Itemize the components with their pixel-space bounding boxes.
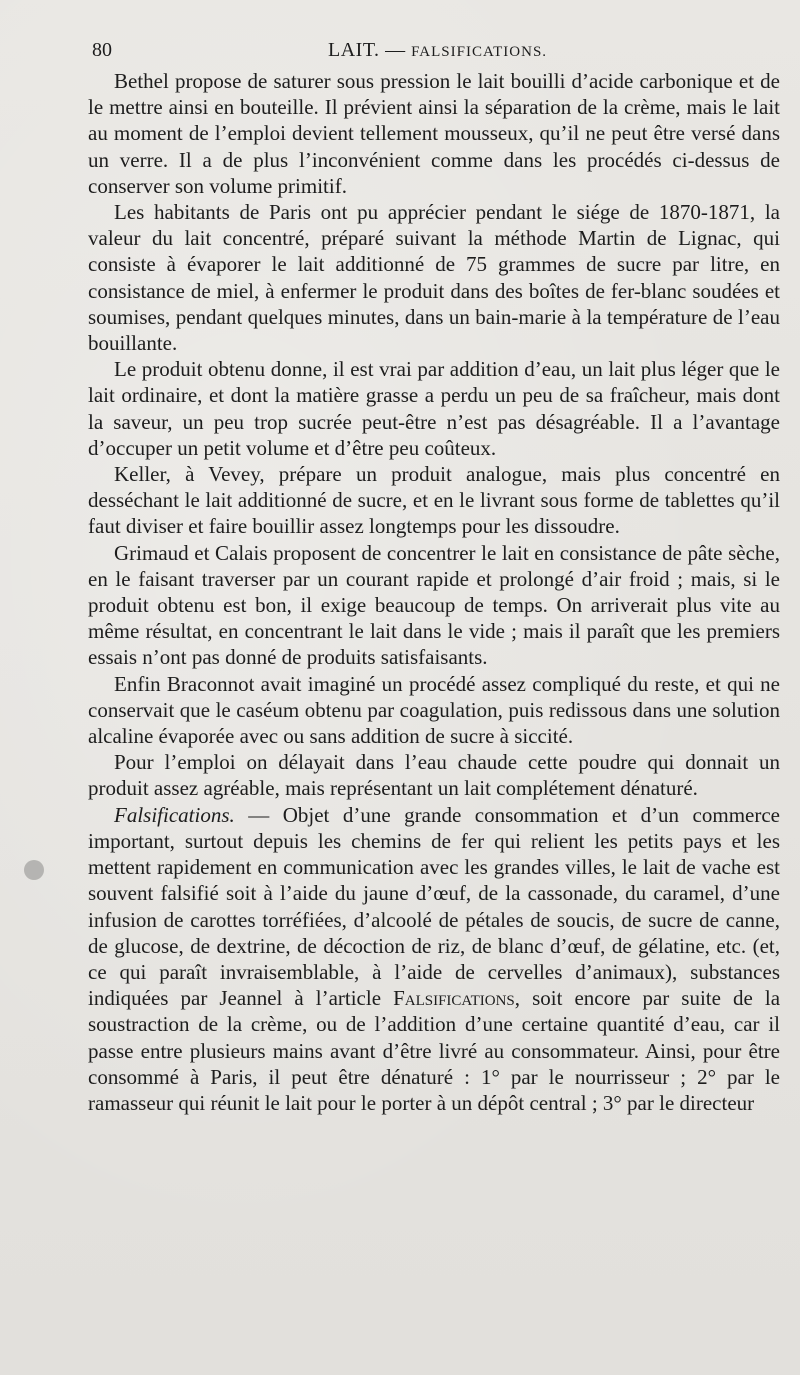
running-title-subtitle: FALSIFICATIONS.: [411, 44, 548, 60]
paragraph-bethel: Bethel propose de saturer sous pression le lait bouilli d’acide carbonique et de le mettre ainsi en bouteille. Il prévient ainsi la séparation de la crème, mais le lait au moment de l’emploi devient tellement mousseux, qu’il ne peut être versé dans un verre. Il a de plus l’inconvénient comme dans les procédés ci-dessus de conserver son volume primitif.: [88, 69, 780, 198]
paragraph-paris-siege: Les habitants de Paris ont pu apprécier pendant le siége de 1870-1871, la valeur du lait concentré, préparé suivant la méthode Martin de Lignac, qui consiste à évaporer le lait additionné de 75 grammes de sucre par litre, en consistance de miel, à enfermer le produit dans des boîtes de fer-blanc soudées et soumises, pendant quelques minutes, dans un bain-marie à la température de l’eau bouillante.: [88, 200, 780, 356]
running-title: [328, 36, 547, 66]
paragraph-grimaud-calais: Grimaud et Calais proposent de concentrer le lait en consistance de pâte sèche, en le faisant traverser par un courant rapide et prolongé d’air froid ; mais, si le produit obtenu est bon, il exige beaucoup de temps. On arriverait plus vite au même résultat, en concentrant le lait dans le vide ; mais il paraît que les premiers essais n’ont pas donné de produits satisfaisants.: [88, 540, 780, 670]
running-head: [92, 36, 782, 64]
paragraph-braconnot: Enfin Braconnot avait imaginé un procédé assez compliqué du reste, et qui ne conservait que le caséum obtenu par coagulation, puis redissous dans une solution alcaline évaporée avec ou sans addition de sucre à siccité.: [88, 671, 780, 749]
page-smudge: [24, 860, 44, 880]
paragraph-produit-obtenu: Le produit obtenu donne, il est vrai par addition d’eau, un lait plus léger que le lait ordinaire, et dont la matière grasse a perdu un peu de sa fraîcheur, mais dont la saveur, un peu trop sucrée peut-être n’est pas désagréable. Il a l’avantage d’occuper un petit volume et d’être peu coûteux.: [88, 357, 780, 460]
running-title-main: LAIT.: [328, 39, 380, 61]
falsifications-lead: Falsifications.: [114, 802, 235, 827]
falsifications-text-after: , soit encore par suite de la soustraction de la crème, ou de l’addition d’une certaine quantité d’eau, car il passe entre plusieurs mains avant d’être livré au consommateur. Ainsi, pour être consommé à Paris, il peut être dénaturé : 1° par le nourrisseur ; 2° par le ramasseur qui réunit le lait pour le porter à un dépôt central ; 3° par le directeur: [88, 986, 781, 1115]
paragraph-emploi: Pour l’emploi on délayait dans l’eau chaude cette poudre qui donnait un produit assez agréable, mais représentant un lait complétement dénaturé.: [88, 750, 780, 801]
paragraph-keller: Keller, à Vevey, prépare un produit analogue, mais plus concentré en desséchant le lait additionné de sucre, et en le livrant sous forme de tablettes qu’il faut diviser et faire bouillir assez longtemps pour les dissoudre.: [88, 462, 780, 539]
falsifications-article-ref: Falsifications: [393, 986, 515, 1011]
body-text: [88, 68, 780, 1116]
running-title-separator: —: [385, 39, 406, 61]
paragraph-falsifications: [88, 802, 780, 1116]
page-number: 80: [92, 39, 112, 61]
falsifications-text-before: — Objet d’une grande consommation et d’un commerce important, surtout depuis les chemins de fer qui relient les petits pays et les mettent rapidement en communication avec les grandes villes, le lait de vache est souvent falsifié soit à l’aide du jaune d’œuf, de la cassonade, du caramel, d’une infusion de carottes torréfiées, d’alcoolé de pétales de soucis, de sucre de canne, de glucose, de dextrine, de décoction de riz, de blanc d’œuf, de gélatine, etc. (et, ce qui paraît invraisemblable, à l’aide de cervelles d’animaux), substances indiquées par Jeannel à l’article: [88, 802, 780, 1011]
